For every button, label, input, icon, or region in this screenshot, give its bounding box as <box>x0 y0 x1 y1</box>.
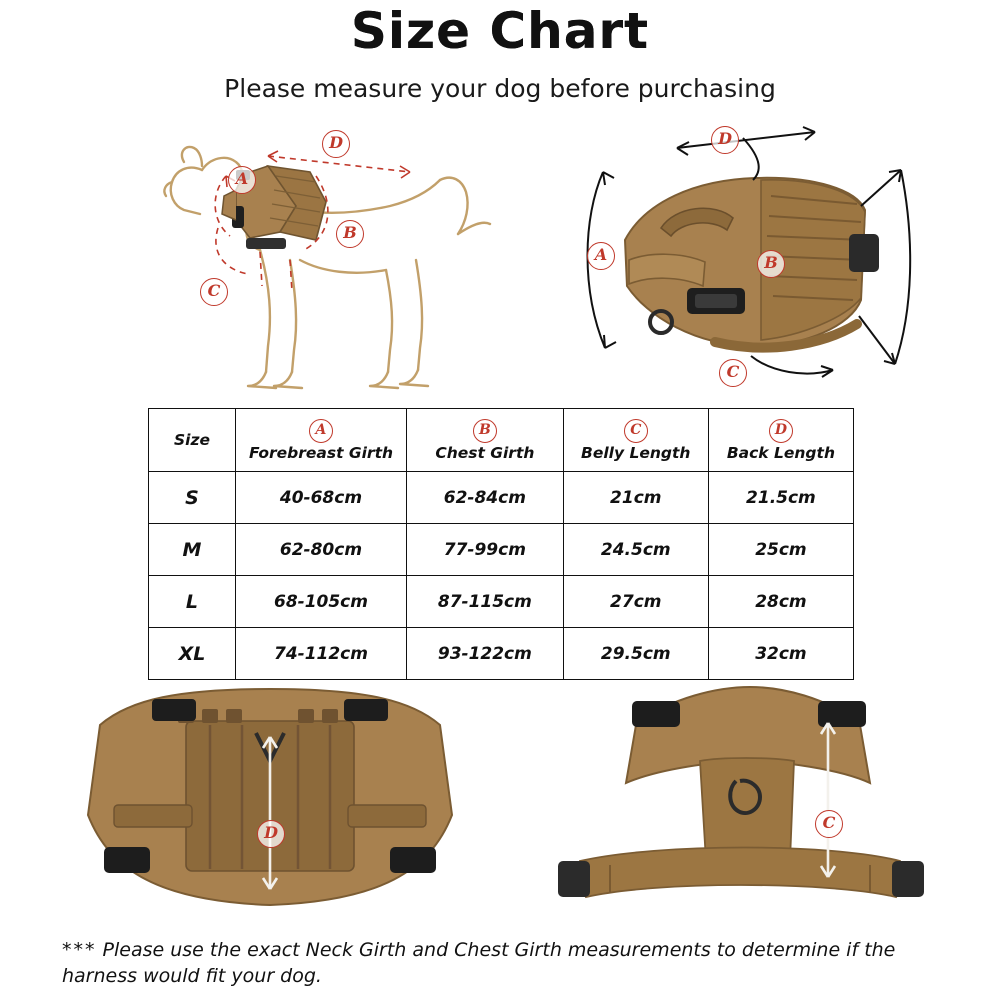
callout-d: D <box>322 130 350 158</box>
footnote-text: Please use the exact Neck Girth and Chest Girth measurements to determine if the harness would fit your dog. <box>62 939 896 987</box>
callout-b-icon: B <box>473 419 497 443</box>
cell-size: M <box>149 524 236 576</box>
header-forebreast-girth <box>235 409 406 472</box>
cell-forebreast-girth: 62-80cm <box>235 524 406 576</box>
cell-size: S <box>149 472 236 524</box>
callout-d-icon: D <box>769 419 793 443</box>
cell-back-length: 32cm <box>708 628 853 680</box>
harness-front-view-image <box>540 665 940 940</box>
cell-chest-girth: 87-115cm <box>407 576 564 628</box>
cell-size: L <box>149 576 236 628</box>
callout-d: D <box>257 820 285 848</box>
callout-c: C <box>719 359 747 387</box>
size-table <box>148 408 854 680</box>
cell-belly-length: 29.5cm <box>563 628 708 680</box>
cell-chest-girth: 77-99cm <box>407 524 564 576</box>
callout-a: A <box>587 242 615 270</box>
table-row <box>149 576 854 628</box>
cell-forebreast-girth: 68-105cm <box>235 576 406 628</box>
callout-c: C <box>815 810 843 838</box>
header-b-label: Chest Girth <box>435 443 535 462</box>
cell-belly-length: 24.5cm <box>563 524 708 576</box>
harness-side-view-image <box>565 110 965 405</box>
cell-size: XL <box>149 628 236 680</box>
callout-a-icon: A <box>309 419 333 443</box>
cell-forebreast-girth: 40-68cm <box>235 472 406 524</box>
page-title: Size Chart <box>350 2 650 60</box>
footnote <box>62 938 952 989</box>
callout-c-icon: C <box>624 419 648 443</box>
harness-flat-view-image <box>60 665 480 940</box>
header-chest-girth <box>407 409 564 472</box>
callout-b: B <box>757 250 785 278</box>
cell-back-length: 25cm <box>708 524 853 576</box>
callout-b: B <box>336 220 364 248</box>
header-size <box>149 409 236 472</box>
table-row <box>149 472 854 524</box>
cell-belly-length: 27cm <box>563 576 708 628</box>
dog-illustration <box>140 110 520 405</box>
table-row <box>149 524 854 576</box>
cell-forebreast-girth: 74-112cm <box>235 628 406 680</box>
header-a-label: Forebreast Girth <box>248 443 394 462</box>
table-header-row <box>149 409 854 472</box>
header-d-label: Back Length <box>726 443 835 462</box>
footnote-stars: *** <box>62 939 97 961</box>
header-belly-length <box>563 409 708 472</box>
header-size-label: Size <box>173 431 210 449</box>
header-c-label: Belly Length <box>581 443 691 462</box>
cell-belly-length: 21cm <box>563 472 708 524</box>
cell-back-length: 21.5cm <box>708 472 853 524</box>
cell-chest-girth: 62-84cm <box>407 472 564 524</box>
header-back-length <box>708 409 853 472</box>
page-subtitle: Please measure your dog before purchasing <box>224 74 776 103</box>
cell-chest-girth: 93-122cm <box>407 628 564 680</box>
callout-a: A <box>228 166 256 194</box>
callout-d: D <box>711 126 739 154</box>
callout-c: C <box>200 278 228 306</box>
cell-back-length: 28cm <box>708 576 853 628</box>
